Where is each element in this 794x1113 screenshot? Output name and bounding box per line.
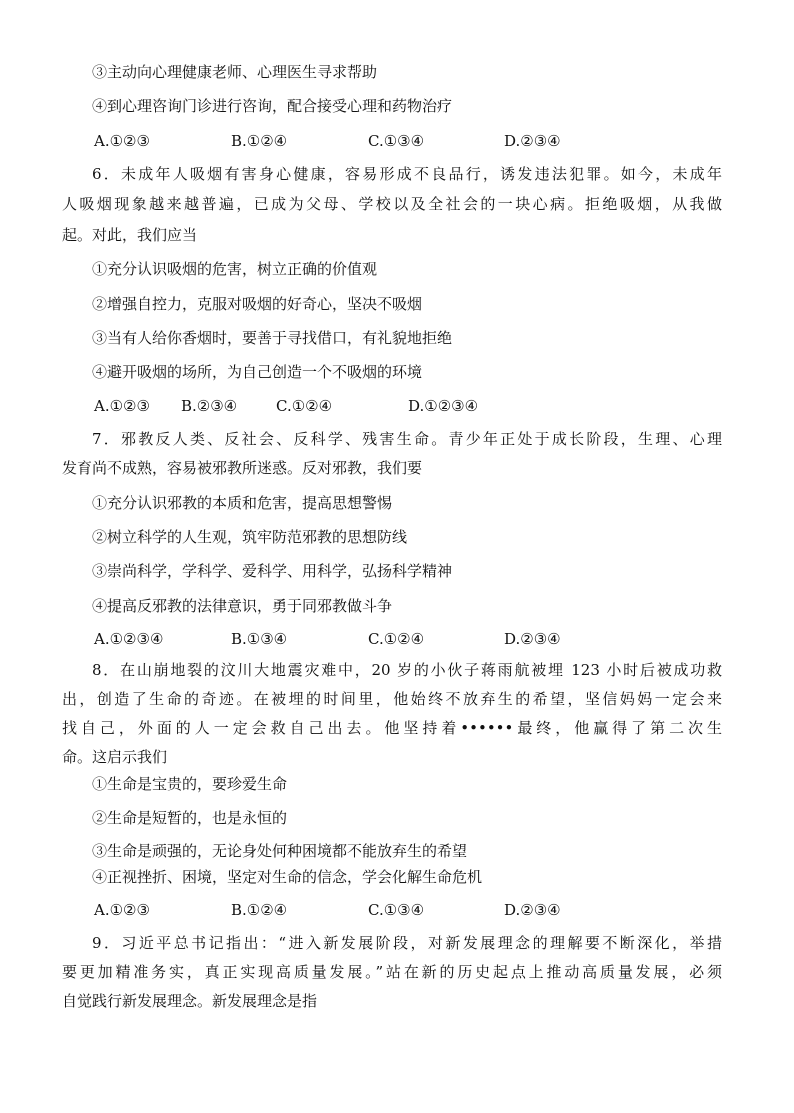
q7-item-1: ①充分认识邪教的本质和危害，提高思想警惕	[92, 494, 393, 512]
q8-option-b: B.①②④	[231, 901, 288, 919]
q7-option-d: D.②③④	[504, 630, 561, 648]
q7-item-4: ④提高反邪教的法律意识，勇于同邪教做斗争	[92, 597, 393, 615]
q5-option-c: C.①③④	[368, 132, 425, 150]
q5-item-4: ④到心理咨询门诊进行咨询，配合接受心理和药物治疗	[92, 97, 453, 115]
q9-stem-line-1: 9．习近平总书记指出：“进入新发展阶段，对新发展理念的理解要不断深化，举措	[92, 934, 722, 952]
q6-item-2: ②增强自控力，克服对吸烟的好奇心，坚决不吸烟	[92, 295, 423, 313]
q6-item-4: ④避开吸烟的场所，为自己创造一个不吸烟的环境	[92, 363, 423, 381]
q9-stem-line-3: 自觉践行新发展理念。新发展理念是指	[62, 992, 318, 1010]
q8-option-c: C.①③④	[368, 901, 425, 919]
q8-item-3: ③生命是顽强的，无论身处何种困境都不能放弃生的希望	[92, 842, 468, 860]
q8-option-d: D.②③④	[504, 901, 561, 919]
q8-stem-line-3: 找自己，外面的人一定会救自己出去。他坚持着••••••最终，他赢得了第二次生	[62, 719, 722, 737]
q8-stem-line-4: 命。这启示我们	[62, 748, 168, 766]
q8-item-1: ①生命是宝贵的，要珍爱生命	[92, 775, 288, 793]
q5-option-a: A.①②③	[94, 132, 150, 150]
q7-option-b: B.①③④	[231, 630, 288, 648]
q9-stem-line-2: 要更加精准务实，真正实现高质量发展。”站在新的历史起点上推动高质量发展，必须	[62, 963, 722, 981]
q5-option-b: B.①②④	[231, 132, 288, 150]
q7-option-a: A.①②③④	[94, 630, 164, 648]
q5-option-d: D.②③④	[504, 132, 561, 150]
q7-item-3: ③崇尚科学，学科学、爱科学、用科学，弘扬科学精神	[92, 562, 453, 580]
q6-option-d: D.①②③④	[408, 397, 479, 415]
q8-item-2: ②生命是短暂的，也是永恒的	[92, 809, 288, 827]
q8-item-4: ④正视挫折、困境，坚定对生命的信念，学会化解生命危机	[92, 868, 483, 886]
q6-option-c: C.①②④	[276, 397, 333, 415]
q8-stem-line-1: 8．在山崩地裂的汶川大地震灾难中，20 岁的小伙子蒋雨航被埋 123 小时后被成功救	[92, 661, 722, 679]
q6-stem-line-3: 起。对此，我们应当	[62, 226, 198, 244]
q5-item-3: ③主动向心理健康老师、心理医生寻求帮助	[92, 63, 378, 81]
q6-item-1: ①充分认识吸烟的危害，树立正确的价值观	[92, 260, 378, 278]
q7-stem-line-2: 发育尚不成熟，容易被邪教所迷惑。反对邪教，我们要	[62, 459, 423, 477]
q7-item-2: ②树立科学的人生观，筑牢防范邪教的思想防线	[92, 528, 408, 546]
q6-item-3: ③当有人给你香烟时，要善于寻找借口，有礼貌地拒绝	[92, 329, 453, 347]
q8-option-a: A.①②③	[94, 901, 150, 919]
q6-option-b: B.②③④	[181, 397, 238, 415]
q7-stem-line-1: 7．邪教反人类、反社会、反科学、残害生命。青少年正处于成长阶段，生理、心理	[92, 430, 722, 448]
q6-stem-line-1: 6．未成年人吸烟有害身心健康，容易形成不良品行，诱发违法犯罪。如今，未成年	[92, 165, 722, 183]
q8-stem-line-2: 出，创造了生命的奇迹。在被埋的时间里，他始终不放弃生的希望，坚信妈妈一定会来	[62, 690, 722, 708]
q6-stem-line-2: 人吸烟现象越来越普遍，已成为父母、学校以及全社会的一块心病。拒绝吸烟，从我做	[62, 195, 722, 213]
q7-option-c: C.①②④	[368, 630, 425, 648]
q6-option-a: A.①②③	[94, 397, 150, 415]
